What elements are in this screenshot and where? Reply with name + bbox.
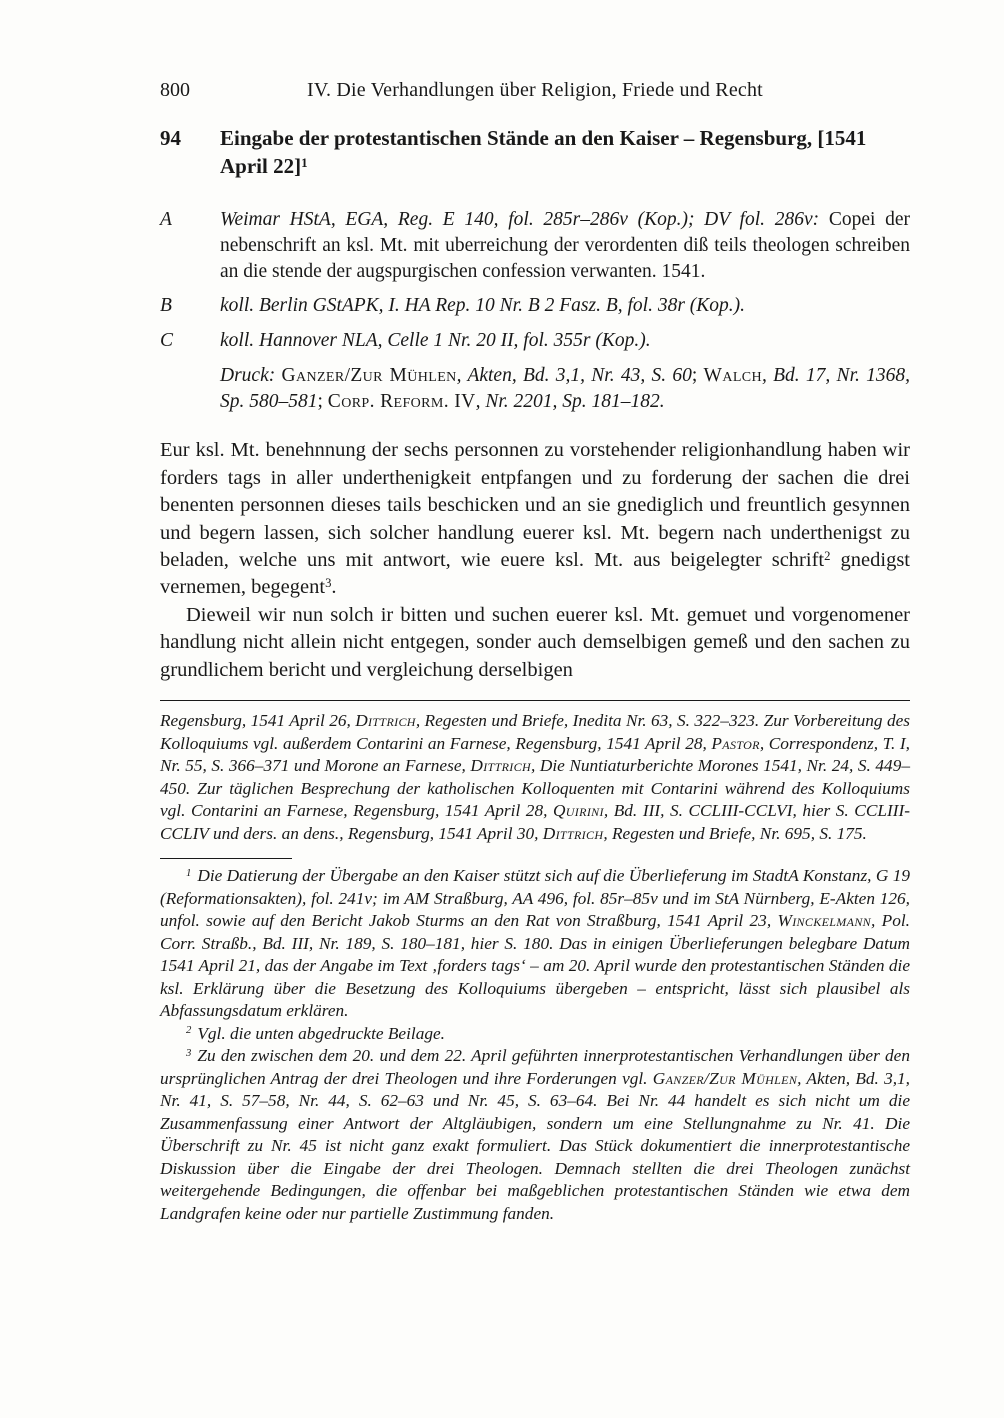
paragraph: Dieweil wir nun solch ir bitten und suchen euerer ksl. Mt. gemuet und vorgenomener handlung nicht allein nicht entgegen, sonder auch demselbigen gemeß und den sachen zu grundlichem bericht und vergleichung derselbigen xyxy=(160,603,910,681)
page-number: 800 xyxy=(160,79,190,101)
page-header xyxy=(160,78,910,102)
footnote-text: Zu den zwischen dem 20. und dem 22. April geführten innerprotestantischen Verhandlungen über den ursprünglichen Antrag der drei Theologen und ihre Forderungen vgl. Ganzer/Zur Mühlen, Akten, Bd. 3,1, Nr. 41, S. 57–58, Nr. 44, S. 62–63 und Nr. 45, S. 63–64. Bei Nr. 44 handelt es sich nicht um die Zusammenfassung einer Antwort der Altgläubigen, sondern um eine Stellungnahme zu Nr. 41. Die Überschrift zu Nr. 45 ist nicht ganz exakt formuliert. Das Stück dokumentiert die innerprotestantische Diskussion über die Eingabe der drei Theologen. Demnach stellten die drei Theologen zunächst weitergehende Bedingungen, die offenbar bei maßgeblichen protestantischen Ständen wie etwa dem Landgrafen keine oder nur partielle Zustimmung fanden. xyxy=(160,1046,910,1223)
footnote xyxy=(160,1045,910,1225)
footnote-separator-short xyxy=(160,858,292,859)
document-heading xyxy=(160,124,910,181)
footnote-text: Vgl. die unten abgedruckte Beilage. xyxy=(197,1023,445,1043)
apparatus-text: Weimar HStA, EGA, Reg. E 140, fol. 285r–286v (Kop.); DV fol. 286v: Copei der nebenschrift an ksl. Mt. mit uberreichung der verordenten diß teils theologen schreiben an die stende der augspurgischen confession verwanten. 1541. xyxy=(220,208,911,282)
footnote-marker: 2 xyxy=(186,1024,192,1037)
print-references-text: Druck: Ganzer/Zur Mühlen, Akten, Bd. 3,1, Nr. 43, S. 60; Walch, Bd. 17, Nr. 1368, Sp. 580–581; Corp. Reform. IV, Nr. 2201, Sp. 181–182. xyxy=(220,365,910,413)
footnote-text: Die Datierung der Übergabe an den Kaiser stützt sich auf die Überlieferung im StadtA Konstanz, G 19 (Reformationsakten), fol. 241v; im AM Straßburg, AA 496, fol. 85r–85v und im StA Nürnberg, E-Akten 126, unfol. sowie auf den Bericht Jakob Sturms an den Rat von Straßburg, 1541 April 23, Winckelmann, Pol. Corr. Straßb., Bd. III, Nr. 189, S. 180–181, hier S. 180. Das in einigen Überlieferungen belegbare Datum 1541 April 21, das der Angabe im Text ‚forders tags‘ – am 20. April wurde den protestantischen Ständen die ksl. Erklärung über die Besetzung des Kolloquiums übergeben – entspricht, lässt sich plausibel als Abfassungsdatum erklären. xyxy=(160,866,910,1021)
body-text xyxy=(160,437,910,684)
footnote-marker: 3 xyxy=(186,1046,192,1059)
apparatus-entry-b xyxy=(160,293,910,319)
apparatus-entry-c xyxy=(160,328,910,354)
footnote-continuation: Regensburg, 1541 April 26, Dittrich, Regesten und Briefe, Inedita Nr. 63, S. 322–323. Zur Vorbereitung des Kolloquiums vgl. außerdem Contarini an Farnese, Regensburg, 1541 April 28, Pastor, Correspondenz, T. I, Nr. 55, S. 366–371 und Morone an Farnese, Dittrich, Die Nuntiaturberichte Morones 1541, Nr. 24, S. 449–450. Zur täglichen Besprechung der katholischen Kolloquenten mit Contarini während des Kolloquiums vgl. Contarini an Farnese, Regensburg, 1541 April 28, Quirini, Bd. III, S. CCLIII-CCLVI, hier S. CCLIII-CCLIV und ders. an dens., Regensburg, 1541 April 30, Dittrich, Regesten und Briefe, Nr. 695, S. 175. xyxy=(160,711,911,843)
footnote xyxy=(160,1023,910,1045)
running-head: IV. Die Verhandlungen über Religion, Friede und Recht xyxy=(307,79,763,101)
footnote-marker: 1 xyxy=(186,866,192,879)
siglum: C xyxy=(160,330,174,352)
footnote-separator-full xyxy=(160,700,910,701)
apparatus-text: koll. Hannover NLA, Celle 1 Nr. 20 II, fol. 355r (Kop.). xyxy=(220,330,651,352)
source-apparatus xyxy=(160,207,910,415)
print-references xyxy=(160,363,910,415)
paragraph: Eur ksl. Mt. benehnnung der sechs personnen zu vorstehender religionhandlung haben wir forders tags in aller underthenigkeit entpfangen und zu forderung der sachen die drei benenten personnen dieses tails beschicken und an sie gnediglich und freuntlich gesynnen und begern lassen, sich solcher handlung euerer ksl. Mt. begern nach underthenigst zu beladen, welche uns mit antwort, wie euere ksl. Mt. aus beigelegter schrift$^2$ gnedigst vernemen, begegent$^3$. xyxy=(160,439,910,599)
siglum-empty xyxy=(160,363,220,415)
siglum: A xyxy=(160,208,172,230)
footnotes xyxy=(160,865,910,1225)
document-title: Eingabe der protestantischen Stände an den Kaiser – Regensburg, [1541 April 22]$^1$ xyxy=(220,126,867,179)
siglum: B xyxy=(160,295,172,317)
footnote xyxy=(160,865,910,1022)
document-number: 94 xyxy=(160,126,181,150)
apparatus-entry-a xyxy=(160,207,910,285)
apparatus-text: koll. Berlin GStAPK, I. HA Rep. 10 Nr. B 2 Fasz. B, fol. 38r (Kop.). xyxy=(220,295,746,317)
